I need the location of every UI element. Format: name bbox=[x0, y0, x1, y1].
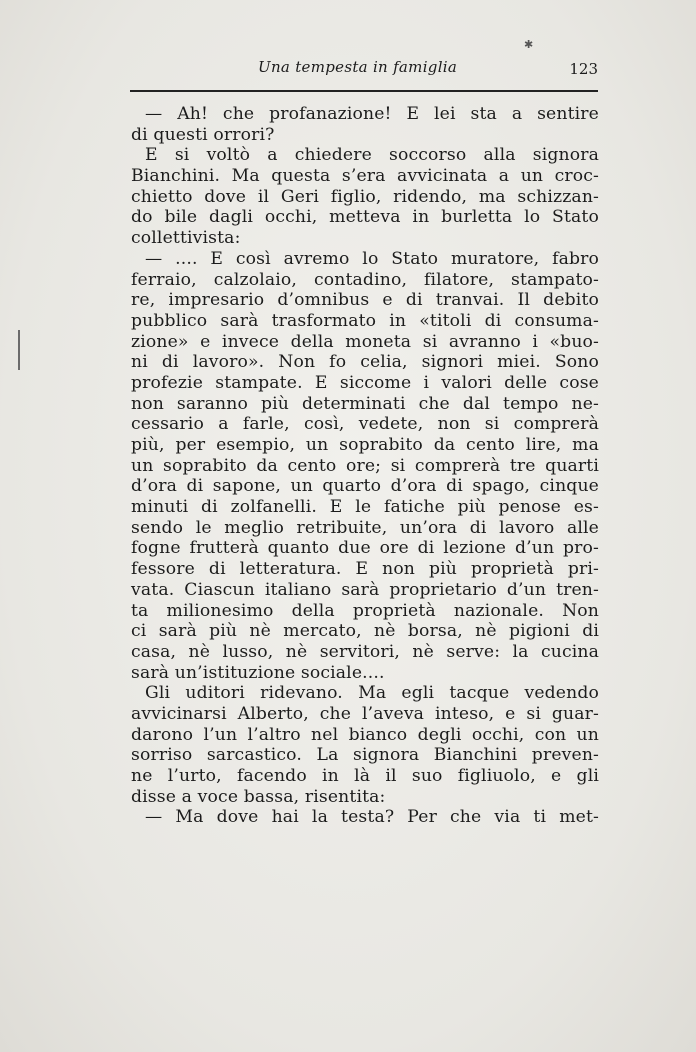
text-line: ta milionesimo della proprietà nazionale. Non bbox=[131, 600, 599, 621]
text-line: — .... E così avremo lo Stato muratore, fabro bbox=[145, 248, 599, 269]
text-line: E si voltò a chiedere soccorso alla signora bbox=[145, 145, 599, 166]
text-line: d’ora di sapone, un quarto d’ora di spago, cinque bbox=[131, 476, 599, 497]
text-line: cessario a farle, così, vedete, non si comprerà bbox=[131, 414, 599, 435]
text-line: profezie stampate. E siccome i valori delle cose bbox=[131, 372, 599, 393]
text-line: — Ma dove hai la testa? Per che via ti met- bbox=[145, 807, 599, 828]
text-line: disse a voce bassa, risentita: bbox=[131, 786, 386, 807]
text-line: Bianchini. Ma questa s’era avvicinata a un croc- bbox=[131, 166, 599, 187]
text-line: avvicinarsi Alberto, che l’aveva inteso, e si guar- bbox=[131, 703, 599, 724]
text-line: fessore di letteratura. E non più proprietà pri- bbox=[131, 559, 599, 580]
text-line: non saranno più determinati che dal tempo ne- bbox=[131, 393, 599, 414]
ink-speck-icon: ✱ bbox=[524, 38, 534, 51]
text-line: ni di lavoro». Non fo celia, signori miei. Sono bbox=[131, 352, 599, 373]
text-line: sorriso sarcastico. La signora Bianchini preven- bbox=[131, 745, 599, 766]
text-line: fogne frutterà quanto due ore di lezione d’un pro- bbox=[131, 538, 599, 559]
page-header bbox=[0, 58, 600, 88]
text-line: collettivista: bbox=[131, 228, 241, 249]
text-line: zione» e invece della moneta si avranno i «buo- bbox=[131, 331, 599, 352]
text-line: sendo le meglio retribuite, un’ora di lavoro alle bbox=[131, 517, 599, 538]
text-line: ci sarà più nè mercato, nè borsa, nè pigioni di bbox=[131, 621, 599, 642]
text-line: un soprabito da cento ore; si comprerà tre quarti bbox=[131, 455, 599, 476]
margin-mark bbox=[18, 330, 20, 370]
text-line: sarà un’istituzione sociale.... bbox=[131, 662, 385, 683]
page-number: 123 bbox=[569, 60, 598, 78]
header-rule bbox=[130, 90, 598, 92]
text-line: vata. Ciascun italiano sarà proprietario d’un tren- bbox=[131, 579, 599, 600]
body-text bbox=[131, 104, 599, 828]
running-title: Una tempesta in famiglia bbox=[258, 58, 458, 76]
text-line: pubblico sarà trasformato in «titoli di consuma- bbox=[131, 310, 599, 331]
text-line: chietto dove il Geri figlio, ridendo, ma schizzan- bbox=[131, 186, 599, 207]
text-line: Gli uditori ridevano. Ma egli tacque vedendo bbox=[145, 683, 599, 704]
text-line: minuti di zolfanelli. E le fatiche più penose es- bbox=[131, 497, 599, 518]
text-line: — Ah! che profanazione! E lei sta a sentire bbox=[145, 104, 599, 124]
text-line: ferraio, calzolaio, contadino, filatore, stampato- bbox=[131, 269, 599, 290]
text-line: darono l’un l’altro nel bianco degli occhi, con un bbox=[131, 724, 599, 745]
text-line: più, per esempio, un soprabito da cento lire, ma bbox=[131, 435, 599, 455]
text-line: ne l’urto, facendo in là il suo figliuolo, e gli bbox=[131, 766, 599, 786]
text-line: casa, nè lusso, nè servitori, nè serve: la cucina bbox=[131, 641, 599, 662]
text-line: re, impresario d’omnibus e di tranvai. Il debito bbox=[131, 290, 599, 311]
text-line: di questi orrori? bbox=[131, 124, 275, 145]
text-line: do bile dagli occhi, metteva in burletta lo Stato bbox=[131, 207, 599, 228]
